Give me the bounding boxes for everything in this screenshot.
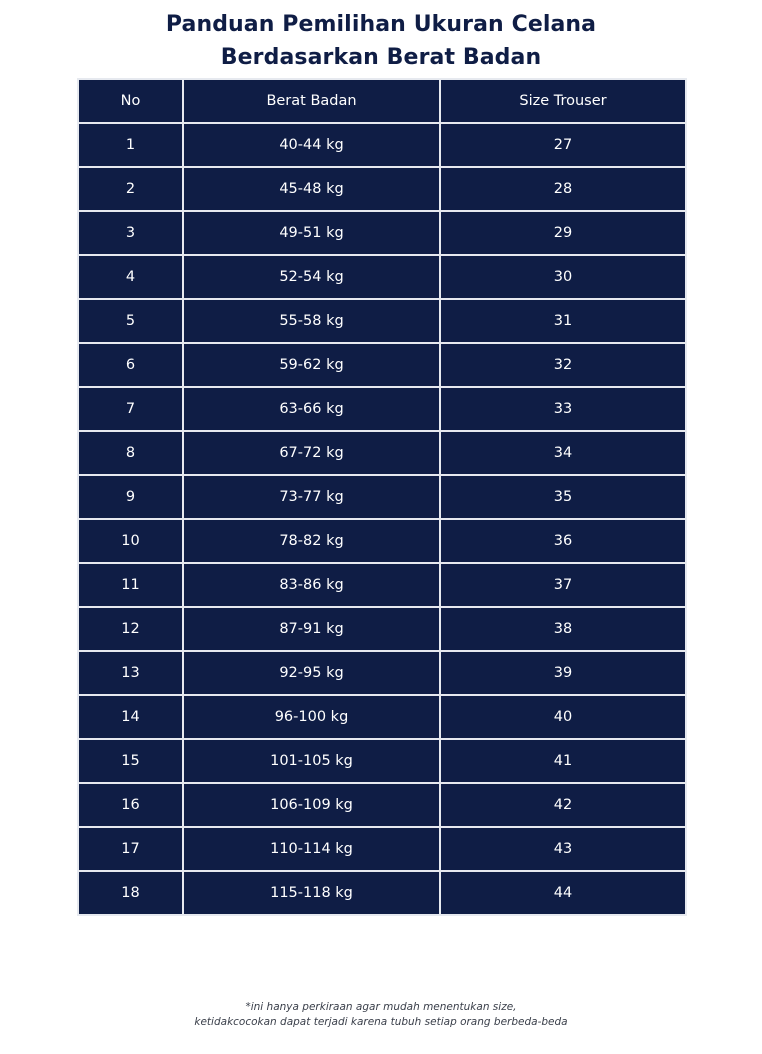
cell-no: 7 (78, 387, 183, 431)
cell-berat-badan: 87-91 kg (183, 607, 440, 651)
cell-berat-badan: 106-109 kg (183, 783, 440, 827)
table-row (78, 783, 686, 827)
footnote-line-1: *ini hanya perkiraan agar mudah menentukan size, (245, 1001, 517, 1013)
header-no: No (78, 79, 183, 123)
cell-size-trouser: 31 (440, 299, 686, 343)
table-row (78, 475, 686, 519)
cell-no: 18 (78, 871, 183, 915)
cell-size-trouser: 28 (440, 167, 686, 211)
cell-no: 8 (78, 431, 183, 475)
cell-no: 12 (78, 607, 183, 651)
table-row (78, 431, 686, 475)
footnote (0, 1000, 762, 1030)
cell-berat-badan: 73-77 kg (183, 475, 440, 519)
cell-berat-badan: 52-54 kg (183, 255, 440, 299)
cell-size-trouser: 39 (440, 651, 686, 695)
cell-berat-badan: 83-86 kg (183, 563, 440, 607)
cell-size-trouser: 37 (440, 563, 686, 607)
cell-berat-badan: 110-114 kg (183, 827, 440, 871)
table-row (78, 255, 686, 299)
cell-size-trouser: 36 (440, 519, 686, 563)
cell-no: 6 (78, 343, 183, 387)
table-row (78, 651, 686, 695)
cell-size-trouser: 41 (440, 739, 686, 783)
cell-berat-badan: 115-118 kg (183, 871, 440, 915)
table-row (78, 563, 686, 607)
size-table-body (78, 123, 686, 915)
cell-no: 13 (78, 651, 183, 695)
cell-berat-badan: 49-51 kg (183, 211, 440, 255)
cell-size-trouser: 29 (440, 211, 686, 255)
size-table (77, 78, 687, 916)
cell-berat-badan: 78-82 kg (183, 519, 440, 563)
cell-berat-badan: 67-72 kg (183, 431, 440, 475)
cell-size-trouser: 42 (440, 783, 686, 827)
cell-size-trouser: 35 (440, 475, 686, 519)
header-size-trouser: Size Trouser (440, 79, 686, 123)
footnote-line-2: ketidakcocokan dapat terjadi karena tubuh setiap orang berbeda-beda (194, 1016, 568, 1028)
cell-berat-badan: 40-44 kg (183, 123, 440, 167)
cell-size-trouser: 43 (440, 827, 686, 871)
cell-berat-badan: 96-100 kg (183, 695, 440, 739)
table-row (78, 871, 686, 915)
cell-berat-badan: 59-62 kg (183, 343, 440, 387)
page-title (0, 8, 762, 74)
table-row (78, 167, 686, 211)
cell-berat-badan: 92-95 kg (183, 651, 440, 695)
table-row (78, 695, 686, 739)
table-row (78, 827, 686, 871)
cell-size-trouser: 40 (440, 695, 686, 739)
table-row (78, 211, 686, 255)
cell-berat-badan: 63-66 kg (183, 387, 440, 431)
cell-berat-badan: 101-105 kg (183, 739, 440, 783)
cell-no: 4 (78, 255, 183, 299)
cell-no: 17 (78, 827, 183, 871)
cell-size-trouser: 30 (440, 255, 686, 299)
table-row (78, 343, 686, 387)
table-row (78, 519, 686, 563)
header-row (78, 79, 686, 123)
cell-berat-badan: 45-48 kg (183, 167, 440, 211)
cell-no: 3 (78, 211, 183, 255)
cell-no: 14 (78, 695, 183, 739)
header-berat-badan: Berat Badan (183, 79, 440, 123)
cell-no: 15 (78, 739, 183, 783)
cell-size-trouser: 38 (440, 607, 686, 651)
cell-no: 16 (78, 783, 183, 827)
cell-size-trouser: 34 (440, 431, 686, 475)
cell-no: 11 (78, 563, 183, 607)
cell-size-trouser: 32 (440, 343, 686, 387)
page-title-line-1: Panduan Pemilihan Ukuran Celana (165, 12, 597, 37)
cell-size-trouser: 33 (440, 387, 686, 431)
cell-no: 2 (78, 167, 183, 211)
cell-no: 5 (78, 299, 183, 343)
cell-no: 9 (78, 475, 183, 519)
table-row (78, 607, 686, 651)
table-row (78, 739, 686, 783)
cell-size-trouser: 27 (440, 123, 686, 167)
cell-berat-badan: 55-58 kg (183, 299, 440, 343)
page-title-line-2: Berdasarkan Berat Badan (220, 45, 542, 70)
cell-no: 10 (78, 519, 183, 563)
table-row (78, 123, 686, 167)
cell-no: 1 (78, 123, 183, 167)
cell-size-trouser: 44 (440, 871, 686, 915)
table-row (78, 299, 686, 343)
table-row (78, 387, 686, 431)
size-table-header (78, 79, 686, 123)
